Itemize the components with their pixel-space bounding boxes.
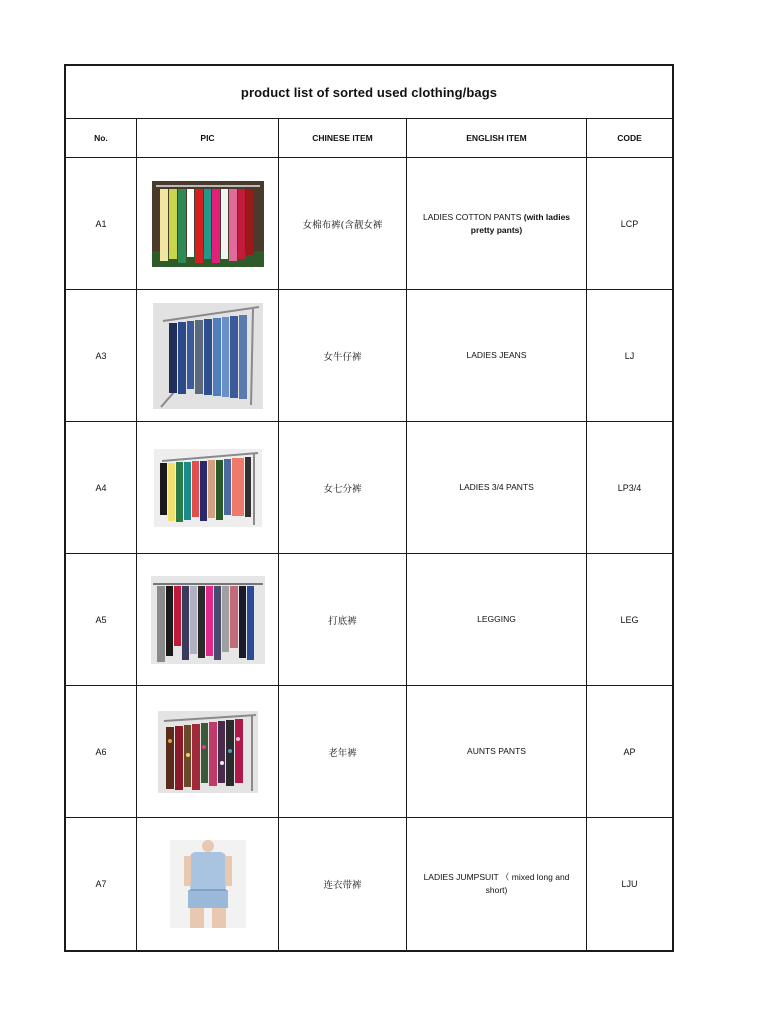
- row-number: A5: [66, 554, 137, 686]
- product-table: [64, 64, 674, 952]
- denim-jumpsuit-photo: [170, 840, 246, 928]
- header-pic: PIC: [137, 119, 279, 158]
- row-code: LEG: [587, 554, 672, 686]
- row-chinese-item: 连衣带裤: [279, 818, 407, 950]
- row-code: AP: [587, 686, 672, 818]
- row-picture: [137, 554, 279, 686]
- table-row: [66, 554, 672, 686]
- row-chinese-item: 女棉布裤(含靓女裤: [279, 158, 407, 290]
- row-code: LJU: [621, 879, 638, 889]
- table-row: [66, 290, 672, 422]
- row-number: A6: [66, 686, 137, 818]
- row-picture: [137, 290, 279, 422]
- row-picture: [137, 686, 279, 818]
- row-english-item: LADIES JUMPSUIT （ mixed long and short): [407, 818, 587, 950]
- row-chinese-item: 打底裤: [279, 554, 407, 686]
- row-picture: [137, 818, 279, 950]
- row-chinese-item: 老年裤: [279, 686, 407, 818]
- table-title: product list of sorted used clothing/bags: [66, 66, 672, 119]
- row-number: A7: [66, 818, 137, 950]
- row-code: LCP: [587, 158, 672, 290]
- row-chinese-item: 女牛仔裤: [279, 290, 407, 422]
- english-item-bold-text: (with ladies pretty pants): [470, 211, 571, 235]
- row-english-item: LADIES JEANS: [407, 290, 587, 422]
- row-chinese-item: 女七分裤: [279, 422, 407, 554]
- header-row: [66, 119, 672, 158]
- header-no: No.: [66, 119, 137, 158]
- row-code: LP3/4: [587, 422, 672, 554]
- rack-of-leggings-photo: [151, 576, 265, 664]
- table-row: [66, 422, 672, 554]
- header-code: CODE: [587, 119, 672, 158]
- row-english-item: [407, 158, 587, 290]
- row-english-item: LEGGING: [407, 554, 587, 686]
- row-english-item: AUNTS PANTS: [407, 686, 587, 818]
- header-english-item: ENGLISH ITEM: [407, 119, 587, 158]
- rack-of-three-quarter-pants-photo: [154, 449, 262, 527]
- row-number: A4: [66, 422, 137, 554]
- rack-of-jeans-photo: [153, 303, 263, 409]
- row-picture: [137, 158, 279, 290]
- table-row: [66, 158, 672, 290]
- row-code: LJ: [587, 290, 672, 422]
- header-chinese-item: CHINESE ITEM: [279, 119, 407, 158]
- row-english-item: LADIES 3/4 PANTS: [407, 422, 587, 554]
- rack-of-colorful-cotton-pants-photo: [152, 181, 264, 267]
- row-number: A1: [66, 158, 137, 290]
- english-item-text: LADIES COTTON PANTS: [422, 211, 522, 222]
- table-row: [66, 818, 672, 950]
- row-picture: [137, 422, 279, 554]
- row-number: A3: [66, 290, 137, 422]
- rack-of-patterned-pants-photo: [158, 711, 258, 793]
- table-row: [66, 686, 672, 818]
